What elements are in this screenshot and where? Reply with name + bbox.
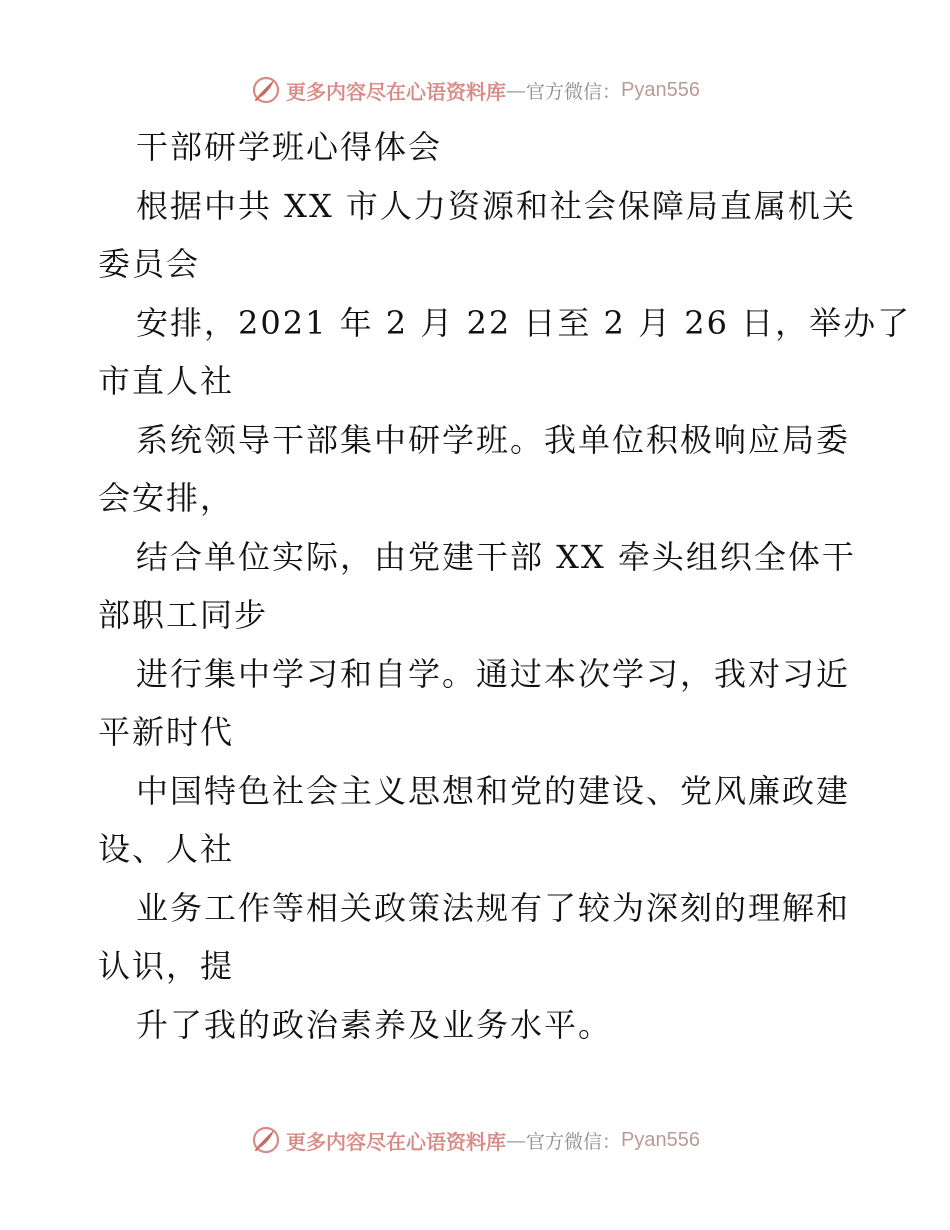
watermark-footer [0, 1120, 950, 1160]
quill-pen-logo-icon [250, 74, 282, 106]
text-line: 安排，2021 年 2 月 22 日至 2 月 26 日，举办了 [136, 303, 912, 342]
document-title: 干部研学班心得体会 [136, 128, 443, 166]
document-body [98, 118, 912, 1054]
text-line: 进行集中学习和自学。通过本次学习，我对习近 [136, 654, 851, 693]
text-line: 市直人社 [98, 362, 235, 400]
text-line: 认识，提 [98, 947, 235, 985]
text-line: 升了我的政治素养及业务水平。 [136, 1005, 613, 1044]
watermark-label: 官方微信： [526, 80, 622, 103]
text-line: 系统领导干部集中研学班。我单位积极响应局委 [136, 420, 851, 459]
text-line: 设、人社 [98, 830, 235, 868]
watermark-dash: — [506, 1128, 526, 1152]
watermark-wechat-id: Pyan556 [621, 78, 700, 101]
text-line: 委员会 [98, 245, 201, 283]
text-line: 根据中共 XX 市人力资源和社会保障局直属机关 [136, 186, 856, 225]
text-line: 会安排， [98, 479, 235, 517]
watermark-dash: — [506, 78, 526, 102]
text-line: 平新时代 [98, 713, 235, 751]
text-line: 中国特色社会主义思想和党的建设、党风廉政建 [136, 771, 851, 810]
watermark-brand: 更多内容尽在心语资料库 [286, 1129, 506, 1154]
text-line: 结合单位实际，由党建干部 XX 牵头组织全体干 [136, 537, 856, 576]
text-line: 部职工同步 [98, 596, 269, 634]
watermark-brand: 更多内容尽在心语资料库 [286, 79, 506, 104]
text-line: 业务工作等相关政策法规有了较为深刻的理解和 [136, 888, 851, 927]
watermark-header [0, 70, 950, 110]
watermark-label: 官方微信： [526, 1130, 622, 1153]
watermark-wechat-id: Pyan556 [621, 1128, 700, 1151]
quill-pen-logo-icon [250, 1124, 282, 1156]
